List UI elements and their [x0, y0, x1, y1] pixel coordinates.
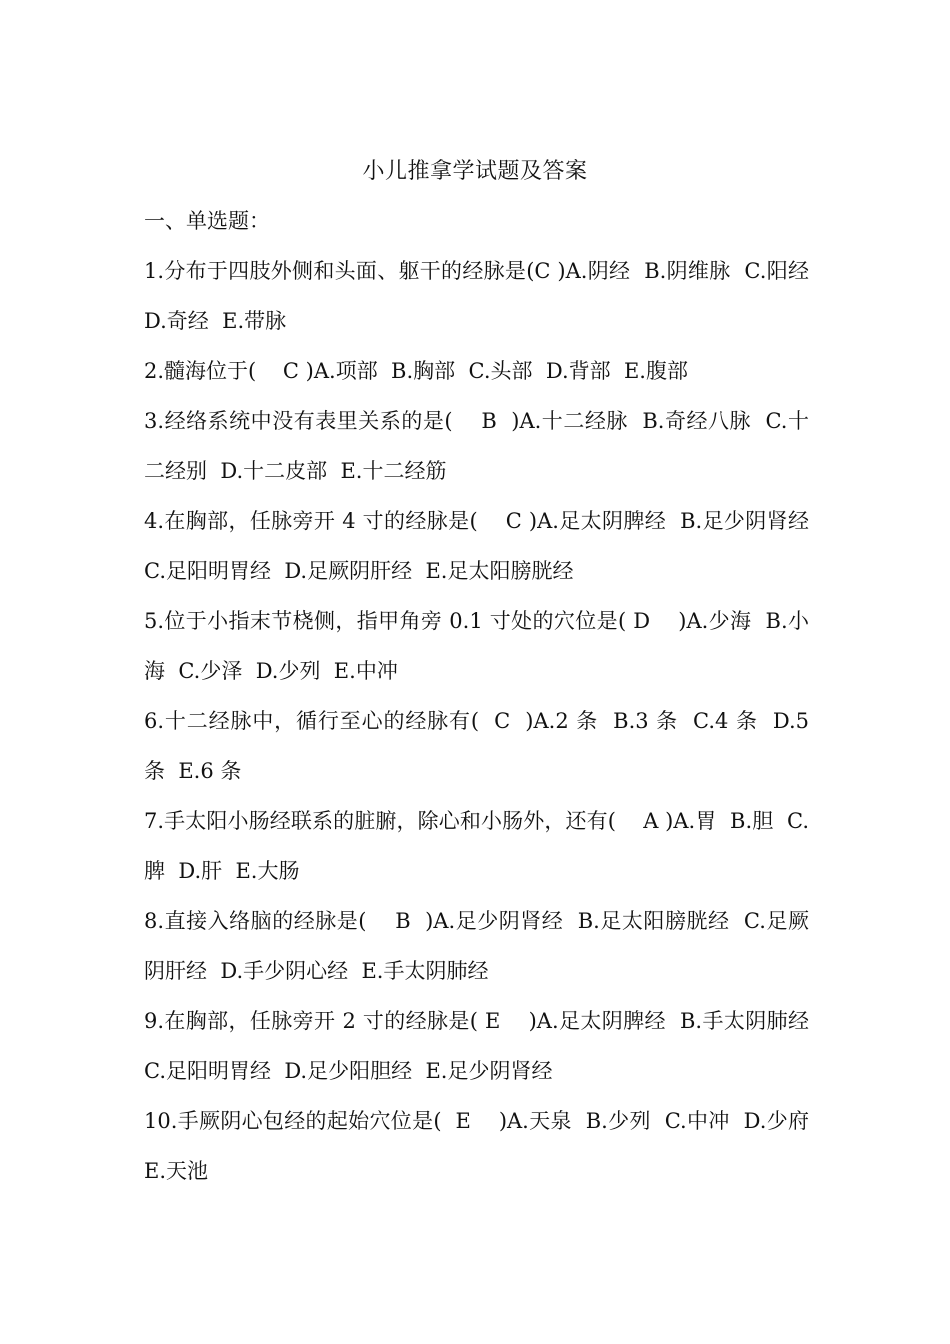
question-6: 6.十二经脉中，循行至心的经脉有( C )A.2 条 B.3 条 C.4 条 D.5 条 E.6 条	[144, 709, 816, 783]
question-10: 10.手厥阴心包经的起始穴位是( E )A.天泉 B.少列 C.中冲 D.少府 E.天池	[144, 1109, 823, 1183]
question-8: 8.直接入络脑的经脉是( B )A.足少阴肾经 B.足太阳膀胱经 C.足厥阴肝经 D.手少阴心经 E.手太阴肺经	[144, 909, 809, 983]
question-9: 9.在胸部，任脉旁开 2 寸的经脉是( E )A.足太阴脾经 B.手太阴肺经 C.足阳明胃经 D.足少阳胆经 E.足少阴肾经	[144, 1009, 823, 1083]
question-5: 5.位于小指末节桡侧，指甲角旁 0.1 寸处的穴位是( D )A.少海 B.小海 C.少泽 D.少列 E.中冲	[144, 609, 809, 683]
question-7: 7.手太阳小肠经联系的脏腑，除心和小肠外，还有( A )A.胃 B.胆 C.脾 D.肝 E.大肠	[144, 809, 809, 883]
question-4: 4.在胸部，任脉旁开 4 寸的经脉是( C )A.足太阴脾经 B.足少阴肾经 C.足阳明胃经 D.足厥阴肝经 E.足太阳膀胱经	[144, 509, 823, 583]
section-heading: 一、单选题：	[144, 209, 270, 233]
question-2: 2.髓海位于( C )A.项部 B.胸部 C.头部 D.背部 E.腹部	[144, 359, 688, 383]
question-3: 3.经络系统中没有表里关系的是( B )A.十二经脉 B.奇经八脉 C.十二经别 D.十二皮部 E.十二经筋	[144, 409, 809, 483]
question-1: 1.分布于四肢外侧和头面、躯干的经脉是(C )A.阴经 B.阴维脉 C.阳经 D.奇经 E.带脉	[144, 259, 823, 333]
document-title: 小儿推拿学试题及答案	[362, 159, 588, 184]
